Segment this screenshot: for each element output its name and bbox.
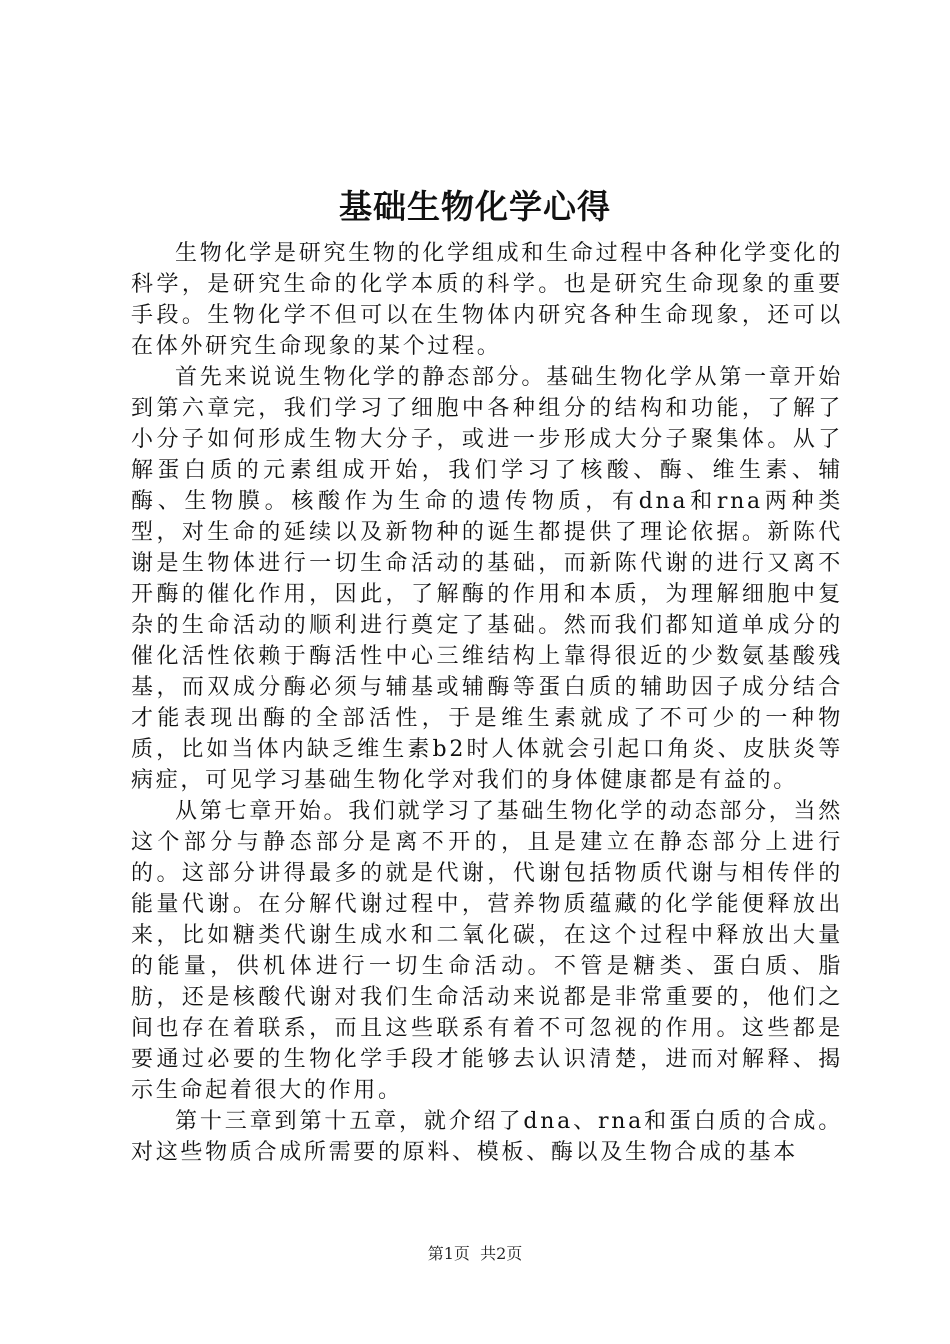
page-title: 基础生物化学心得 [339, 187, 611, 226]
paragraph: 第十三章到第十五章，就介绍了dna、rna和蛋白质的合成。对这些物质合成所需要的原料、模板、酶以及生物合成的基本 [131, 1109, 843, 1165]
page-total: 共2页 [480, 1244, 523, 1263]
footer-spacer [470, 1244, 480, 1263]
paragraph: 从第七章开始。我们就学习了基础生物化学的动态部分，当然这个部分与静态部分是离不开的，且是建立在静态部分上进行的。这部分讲得最多的就是代谢，代谢包括物质代谢与相传伴的能量代谢。在分解代谢过程中，营养物质蕴藏的化学能便释放出来，比如糖类代谢生成水和二氧化碳，在这个过程中释放出大量的能量，供机体进行一切生命活动。不管是糖类、蛋白质、脂肪，还是核酸代谢对我们生命活动来说都是非常重要的，他们之间也存在着联系，而且这些联系有着不可忽视的作用。这些都是要通过必要的生物化学手段才能够去认识清楚，进而对解释、揭示生命起着很大的作用。 [131, 799, 843, 1103]
page-number: 第1页 [427, 1244, 470, 1263]
paragraph: 生物化学是研究生物的化学组成和生命过程中各种化学变化的科学，是研究生命的化学本质的科学。也是研究生命现象的重要手段。生物化学不但可以在生物体内研究各种生命现象，还可以在体外研究生命现象的某个过程。 [131, 241, 843, 359]
document-body [131, 238, 843, 1168]
paragraph: 首先来说说生物化学的静态部分。基础生物化学从第一章开始到第六章完，我们学习了细胞中各种组分的结构和功能，了解了小分子如何形成生物大分子，或进一步形成大分子聚集体。从了解蛋白质的元素组成开始，我们学习了核酸、酶、维生素、辅酶、生物膜。核酸作为生命的遗传物质，有dna和rna两种类型，对生命的延续以及新物种的诞生都提供了理论依据。新陈代谢是生物体进行一切生命活动的基础，而新陈代谢的进行又离不开酶的催化作用，因此，了解酶的作用和本质，为理解细胞中复杂的生命活动的顺利进行奠定了基础。然而我们都知道单成分的催化活性依赖于酶活性中心三维结构上靠得很近的少数氨基酸残基，而双成分酶必须与辅基或辅酶等蛋白质的辅助因子成分结合才能表现出酶的全部活性，于是维生素就成了不可少的一种物质，比如当体内缺乏维生素b2时人体就会引起口角炎、皮肤炎等病症，可见学习基础生物化学对我们的身体健康都是有益的。 [131, 365, 843, 793]
page-footer [0, 1244, 950, 1264]
